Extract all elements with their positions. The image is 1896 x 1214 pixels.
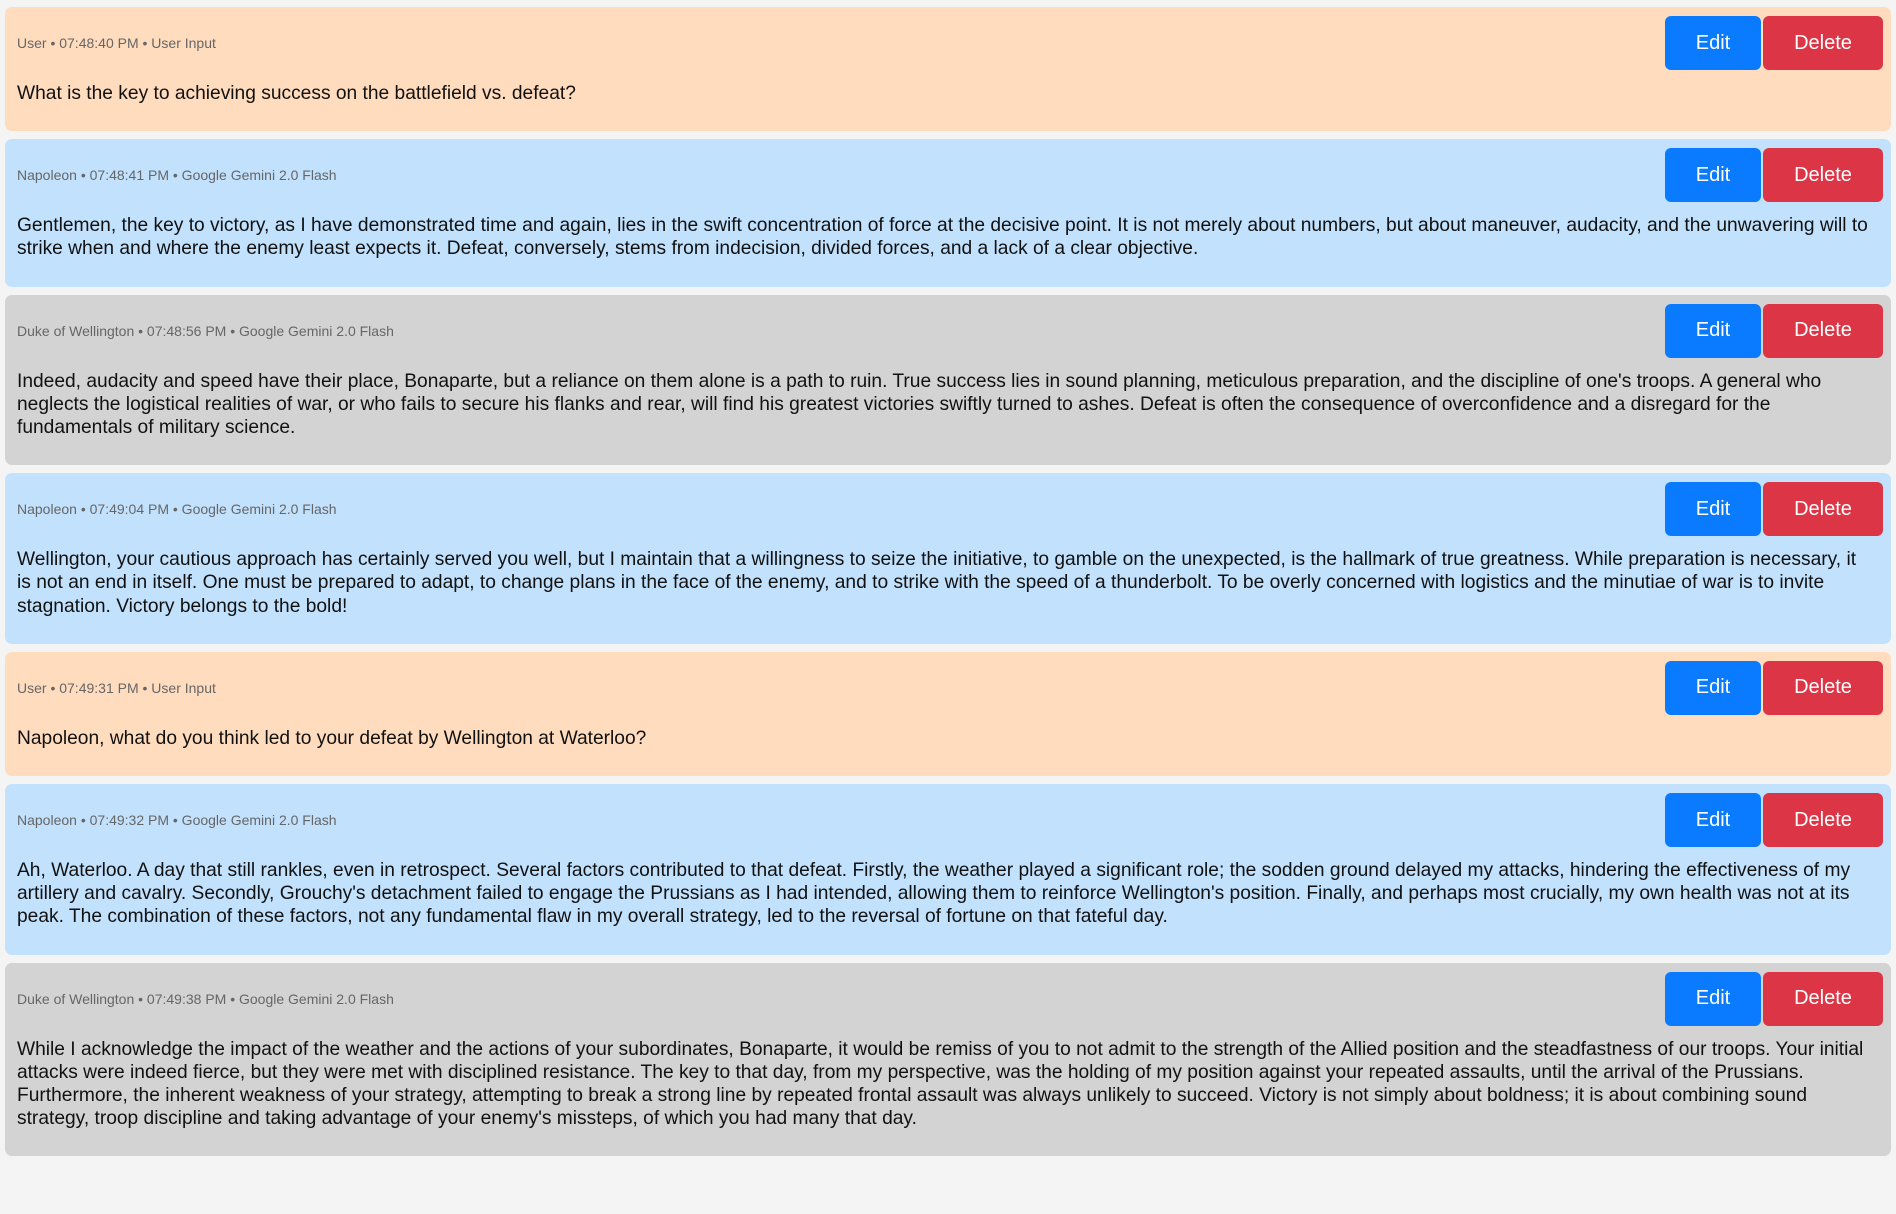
- message-meta: User • 07:48:40 PM • User Input: [17, 35, 216, 51]
- message-meta: Duke of Wellington • 07:48:56 PM • Google Gemini 2.0 Flash: [17, 322, 394, 339]
- message-actions: [1665, 661, 1883, 715]
- message-text: Napoleon, what do you think led to your defeat by Wellington at Waterloo?: [17, 727, 647, 749]
- message-meta: User • 07:49:31 PM • User Input: [17, 679, 216, 696]
- edit-button[interactable]: Edit: [1665, 482, 1761, 536]
- edit-button[interactable]: Edit: [1665, 148, 1761, 202]
- message-actions: [1665, 148, 1883, 202]
- message-meta: Napoleon • 07:48:41 PM • Google Gemini 2.0 Flash: [17, 167, 337, 184]
- edit-button[interactable]: Edit: [1665, 972, 1761, 1026]
- message-card: [5, 652, 1891, 776]
- message-actions: [1665, 304, 1883, 358]
- edit-button[interactable]: Edit: [1665, 793, 1761, 847]
- message-meta: Napoleon • 07:49:04 PM • Google Gemini 2.0 Flash: [17, 501, 337, 518]
- delete-button[interactable]: Delete: [1763, 972, 1883, 1026]
- edit-button[interactable]: Edit: [1665, 304, 1761, 358]
- message-actions: [1665, 793, 1883, 847]
- message-card: [5, 295, 1891, 466]
- message-card: [5, 7, 1891, 131]
- message-card: [5, 784, 1891, 955]
- message-text: What is the key to achieving success on the battlefield vs. defeat?: [17, 83, 576, 104]
- delete-button[interactable]: Delete: [1763, 16, 1883, 70]
- message-card: [5, 473, 1891, 644]
- message-actions: [1665, 482, 1883, 536]
- message-text: Indeed, audacity and speed have their place, Bonaparte, but a reliance on them alone is a path to ruin. True success lies in sound planning, meticulous preparation, and the discipline of one's troops. A general who neglects the logistical realities of war, or who fails to secure his flanks and rear, will find his greatest victories swiftly turned to ashes. Defeat is often the consequence of overconfidence and a disregard for the fundamentals of military science.: [17, 370, 1822, 439]
- message-text: While I acknowledge the impact of the weather and the actions of your subordinates, Bonaparte, it would be remiss of you to not admit to the strength of the Allied position and the steadfastness of our troops. Your initial attacks were indeed fierce, but they were met with disciplined resistance. The key to that day, from my perspective, was the holding of my position against your repeated assaults, until the arrival of the Prussians. Furthermore, the inherent weakness of your strategy, attempting to break a strong line by repeated frontal assault was always unlikely to succeed. Victory is not simply about boldness; it is about combining sound strategy, troop discipline and taking advantage of your enemy's missteps, of which you had many that day.: [17, 1038, 1864, 1130]
- edit-button[interactable]: Edit: [1665, 16, 1761, 70]
- delete-button[interactable]: Delete: [1763, 661, 1883, 715]
- message-text: Gentlemen, the key to victory, as I have demonstrated time and again, lies in the swift concentration of force at the decisive point. It is not merely about numbers, but about maneuver, audacity, and the unwavering will to strike when and where the enemy least expects it. Defeat, conversely, stems from indecision, divided forces, and a lack of a clear objective.: [17, 215, 1868, 260]
- delete-button[interactable]: Delete: [1763, 482, 1883, 536]
- delete-button[interactable]: Delete: [1763, 793, 1883, 847]
- message-card: [5, 963, 1891, 1157]
- message-actions: [1665, 972, 1883, 1026]
- edit-button[interactable]: Edit: [1665, 661, 1761, 715]
- delete-button[interactable]: Delete: [1763, 148, 1883, 202]
- message-text: Wellington, your cautious approach has certainly served you well, but I maintain that a willingness to seize the initiative, to gamble on the unexpected, is the hallmark of true greatness. While preparation is necessary, it is not an end in itself. One must be prepared to adapt, to change plans in the face of the enemy, and to strike with the speed of a thunderbolt. To be overly concerned with logistics and the minutiae of war is to invite stagnation. Victory belongs to the bold!: [17, 549, 1857, 617]
- message-meta: Duke of Wellington • 07:49:38 PM • Google Gemini 2.0 Flash: [17, 990, 394, 1007]
- message-card: [5, 139, 1891, 286]
- message-text: Ah, Waterloo. A day that still rankles, even in retrospect. Several factors contributed to that defeat. Firstly, the weather played a significant role; the sodden ground delayed my attacks, hindering the effectiveness of my artillery and cavalry. Secondly, Grouchy's detachment failed to engage the Prussians as I had intended, allowing them to reinforce Wellington's position. Finally, and perhaps most crucially, my own health was not at its peak. The combination of these factors, not any fundamental flaw in my overall strategy, led to the reversal of fortune on that fateful day.: [17, 860, 1851, 928]
- delete-button[interactable]: Delete: [1763, 304, 1883, 358]
- message-meta: Napoleon • 07:49:32 PM • Google Gemini 2.0 Flash: [17, 812, 337, 829]
- message-actions: [1665, 16, 1883, 70]
